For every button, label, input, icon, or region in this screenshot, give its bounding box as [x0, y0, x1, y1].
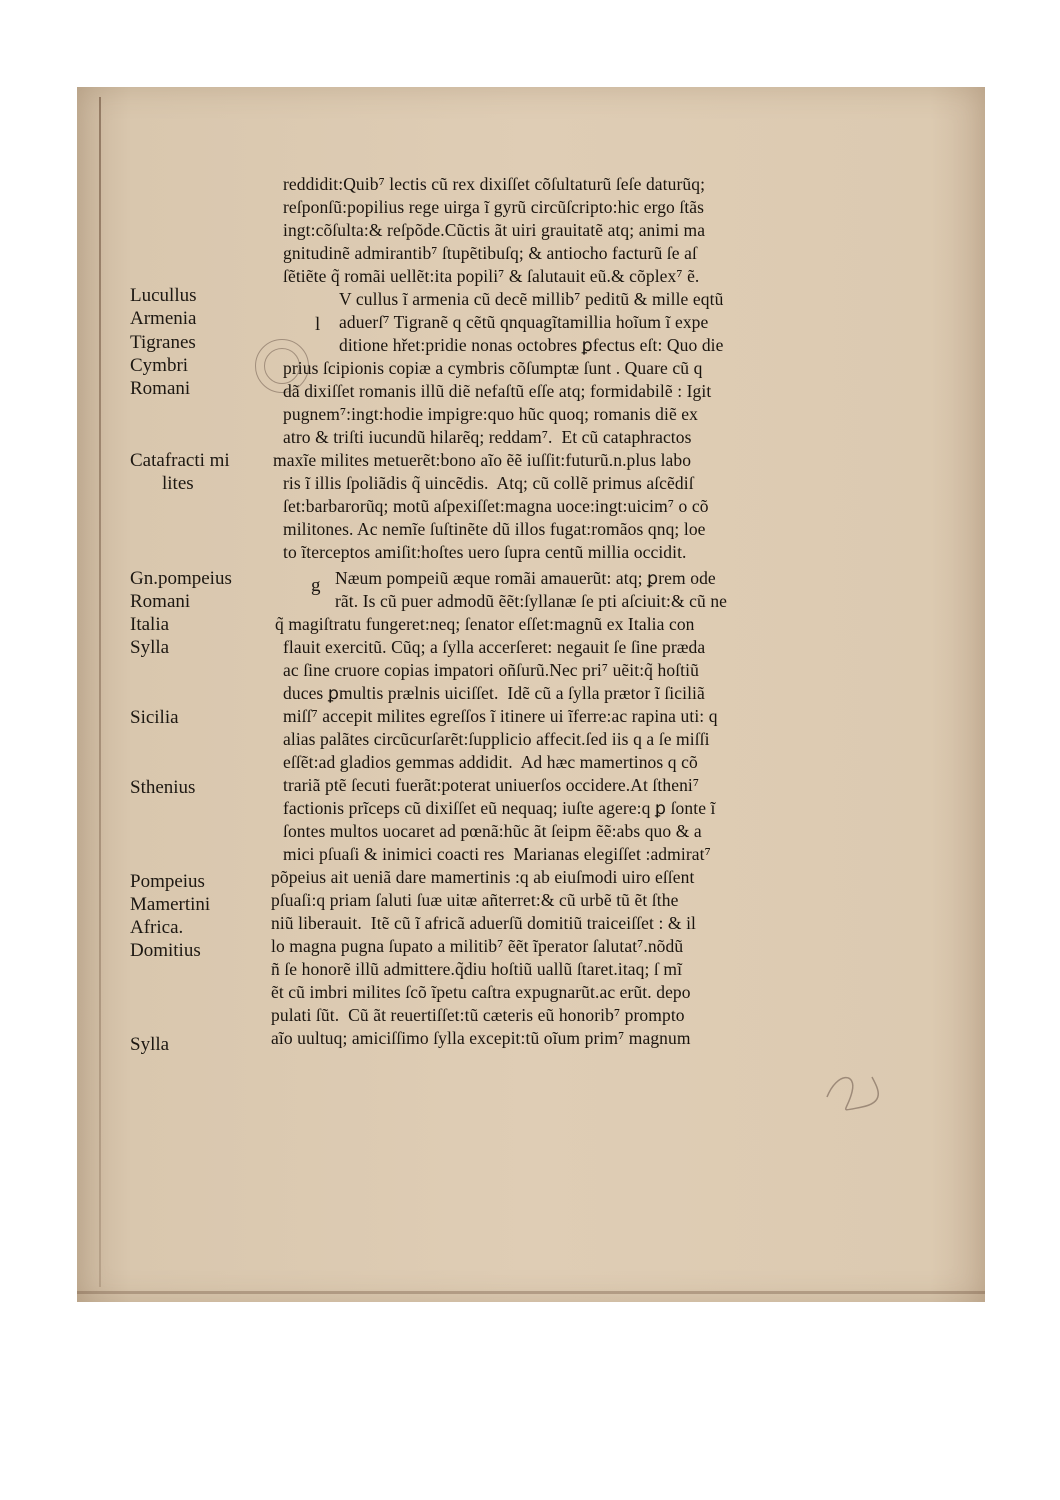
page-bottom-edge: [77, 1291, 985, 1294]
margin-note: Italia: [130, 614, 170, 635]
text-line: flauit exercitũ. Cũq; a ſylla accerſeret: negauit ſe ſine præda: [283, 637, 706, 657]
text-line: maxĩe milites metuerẽt:bono aĩo ẽẽ iuſſit:futurũ.n.plus labo: [273, 450, 692, 470]
margin-note: lites: [162, 473, 194, 494]
text-line: ſet:barbarorũq; motũ aſpexiſſet:magna uoce:ingt:uicim⁷ o cõ: [283, 496, 709, 516]
manuscript-page: [77, 87, 985, 1302]
text-line: ac ſine cruore copias impatori oñſurũ.Nec pri⁷ uẽit:q̃ hoſtiũ: [283, 660, 699, 680]
margin-note: Pompeius: [130, 871, 205, 892]
text-line: ingt:cõſulta:& reſpõde.Cũctis ãt uiri grauitatẽ atq; animi ma: [283, 220, 706, 240]
margin-note: Sthenius: [130, 777, 196, 798]
text-line: aĩo uultuq; amiciſſimo ſylla excepit:tũ oĩum prim⁷ magnum: [271, 1028, 691, 1048]
ink-flourish: [817, 1067, 887, 1117]
margin-note: Sylla: [130, 637, 170, 658]
text-line: pugnem⁷:ingt:hodie impigre:quo hũc quoq; romanis diẽ ex: [283, 404, 699, 424]
text-line: rãt. Is cũ puer admodũ ẽẽt:ſyllanæ ſe pti aſciuit:& cũ ne: [335, 591, 728, 611]
guide-letter: l: [315, 314, 321, 335]
text-line: põpeius ait ueniã dare mamertinis :q ab eiuſmodi uiro eſſent: [271, 867, 695, 887]
text-line: aduerſ⁷ Tigranẽ q cẽtũ qnquagĩtamillia hoĩum ĩ expe: [339, 312, 709, 332]
text-line: V cullus ĩ armenia cũ decẽ millib⁷ peditũ & mille eqtũ: [339, 289, 724, 309]
text-line: mici pſuaſi & inimici coacti res Marianas elegiſſet :admirat⁷: [283, 844, 711, 864]
text-line: trariã ptẽ ſecuti fuerãt:poterat uniuerſos occidere.At ſtheni⁷: [283, 775, 700, 795]
margin-note: Gn.pompeius: [130, 568, 232, 589]
text-line: to ĩterceptos amiſit:hoſtes uero ſupra centũ millia occidit.: [283, 542, 687, 562]
text-line: militones. Ac nemĩe ſuſtinẽte dũ illos fugat:romãos qnq; loe: [283, 519, 706, 539]
binding-gutter: [99, 97, 101, 1287]
text-line: pſuaſi:q priam ſaluti ſuæ uitæ añterret:& cũ urbẽ tũ ẽt ſthe: [271, 890, 679, 910]
guide-letter: g: [311, 575, 321, 596]
text-line: ẽt cũ imbri milites ſcõ ĩpetu caſtra expugnarũt.ac erũt. depo: [271, 982, 691, 1002]
text-line: gnitudinẽ admirantib⁷ ſtupẽtibuſq; & antiocho facturũ ſe aſ: [283, 243, 697, 263]
text-line: ñ ſe honorẽ illũ admittere.q̃diu hoſtiũ uallũ ſtaret.itaq; ſ mĩ: [271, 959, 683, 979]
text-line: dã dixiſſet romanis illũ diẽ nefaſtũ eſſe atq; formidabilẽ : Igit: [283, 381, 712, 401]
margin-note: Mamertini: [130, 894, 211, 915]
text-line: duces ꝑmultis prælnis uiciſſet. Idẽ cũ a ſylla prætor ĩ ſiciliã: [283, 683, 705, 703]
text-line: niũ liberauit. Itẽ cũ ĩ africã aduerſũ domitiũ traiceiſſet : & il: [271, 913, 696, 933]
text-line: miſſ⁷ accepit milites egreſſos ĩ itinere ui ĩferre:ac rapina uti: q: [283, 706, 718, 726]
margin-note: Tigranes: [130, 332, 196, 353]
margin-note: Armenia: [130, 308, 197, 329]
text-line: reddidit:Quib⁷ lectis cũ rex dixiſſet cõſultaturũ ſeſe daturũq;: [283, 174, 706, 194]
text-line: ſẽtiẽte q̃ romãi uellẽt:ita popili⁷ & ſalutauit eũ.& cõplex⁷ ẽ.: [283, 266, 700, 286]
text-line: ditione hřet:pridie nonas octobres ꝑfectus eſt: Quo die: [339, 335, 724, 355]
text-line: lo magna pugna ſupato a militib⁷ ẽẽt ĩperator ſalutat⁷.nõdũ: [271, 936, 684, 956]
margin-note: Domitius: [130, 940, 201, 961]
text-line: ris ĩ illis ſpoliãdis q̃ uincẽdis. Atq; cũ collẽ primus aſcẽdiſ: [283, 473, 694, 493]
text-line: factionis prĩceps cũ dixiſſet eũ nequaq; iuſte agere:q ꝑ ſonte ĩ: [283, 798, 716, 818]
margin-note: Catafracti mi: [130, 450, 230, 471]
text-line: prius ſcipionis copiæ a cymbris cõſumptæ ſunt . Quare cũ q: [283, 358, 703, 378]
text-line: alias palãtes circũcurſarẽt:ſupplicio affecit.ſed iis q a ſe miſſi: [283, 729, 710, 749]
text-line: ſontes multos uocaret ad pœnã:hũc ãt ſeipm ẽẽ:abs quo & a: [283, 821, 702, 841]
text-line: pulati ſũt. Cũ ãt reuertiſſet:tũ cæteris eũ honorib⁷ prompto: [271, 1005, 685, 1025]
text-line: Næum pompeiũ æque romãi amauerũt: atq; ꝑrem ode: [335, 568, 716, 588]
margin-note: Africa.: [130, 917, 184, 938]
margin-note: Cymbri: [130, 355, 189, 376]
text-line: q̃ magiſtratu fungeret:neq; ſenator eſſet:magnũ ex Italia con: [275, 614, 695, 634]
margin-note: Sicilia: [130, 707, 179, 728]
margin-note: Lucullus: [130, 285, 197, 306]
margin-note: Romani: [130, 591, 191, 612]
text-line: atro & triſti iucundũ hilarẽq; reddam⁷. Et cũ cataphractos: [283, 427, 692, 447]
text-line: reſponſũ:popilius rege uirga ĩ gyrũ circũſcripto:hic ergo ſtãs: [283, 197, 705, 217]
text-line: eſſẽt:ad gladios gemmas addidit. Ad hæc mamertinos q cõ: [283, 752, 698, 772]
margin-note: Sylla: [130, 1034, 170, 1055]
margin-note: Romani: [130, 378, 191, 399]
